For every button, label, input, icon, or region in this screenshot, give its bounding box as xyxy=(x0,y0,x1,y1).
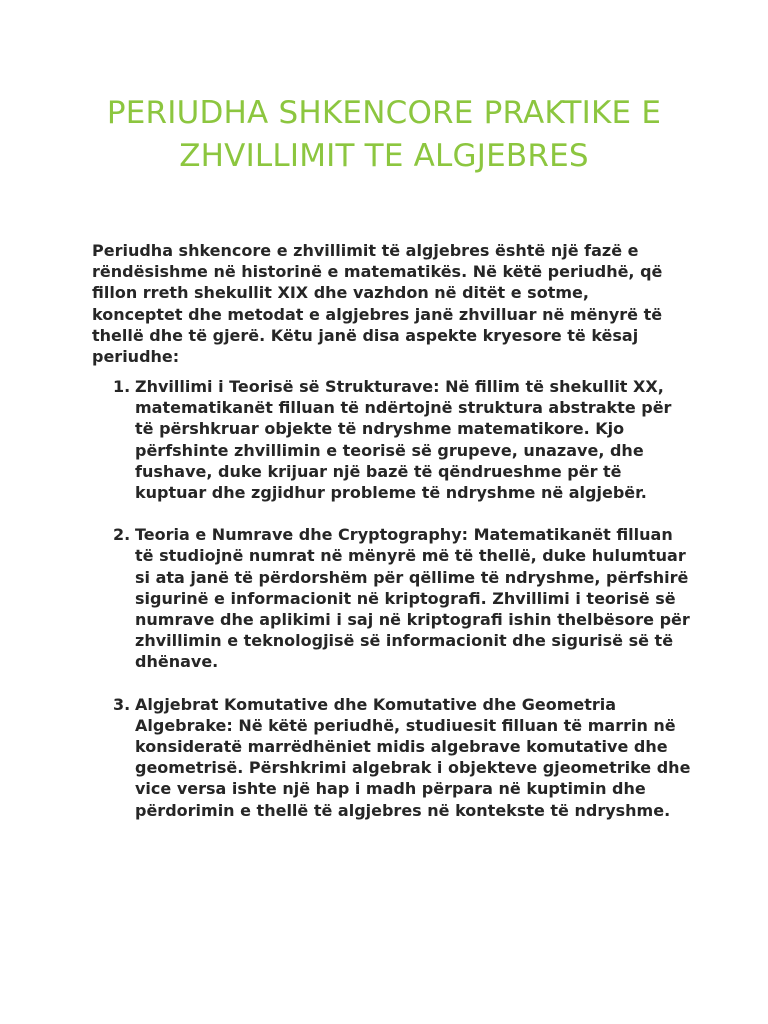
intro-paragraph: Periudha shkencore e zhvillimit të algjebres është një fazë e rëndësishme në historinë e matematikës. Në këtë periudhë, që fillon rreth shekullit XIX dhe vazhdon në ditët e sotme, konceptet dhe metodat e algjebres janë zhvilluar në mënyrë të thellë dhe të gjerë. Këtu janë disa aspekte kryesore të kësaj periudhe: xyxy=(92,241,663,367)
list-item xyxy=(92,376,692,503)
list-item-text: Teoria e Numrave dhe Cryptography: Matematikanët filluan të studiojnë numrat në mënyrë më të thellë, duke hulumtuar si ata janë të përdorshëm për qëllime të ndryshme, përfshirë sigurinë e informacionit në kriptografi. Zhvillimi i teorisë së numrave dhe aplikimi i saj në kriptografi ishin thelbësore për zhvillimin e teknologjisë së informacionit dhe sigurisë së të dhënave. xyxy=(135,525,690,672)
aspects-list xyxy=(92,376,692,842)
document-title: PERIUDHA SHKENCORE PRAKTIKE E ZHVILLIMIT TE ALGJEBRES xyxy=(106,95,662,174)
list-item-number: 2. xyxy=(113,525,131,545)
list-item xyxy=(92,524,692,672)
list-item-number: 1. xyxy=(113,377,131,396)
list-item-text: Zhvillimi i Teorisë së Strukturave: Në fillim të shekullit XX, matematikanët filluan të ndërtojnë struktura abstrakte për të përshkruar objekte të ndryshme matematikore. Kjo përfshinte zhvillimin e teorisë së grupeve, unazave, dhe fushave, duke krijuar një bazë të qëndrueshme për të kuptuar dhe zgjidhur probleme të ndryshme në algjebër. xyxy=(135,377,672,503)
list-item-text: Algjebrat Komutative dhe Komutative dhe Geometria Algebrake: Në këtë periudhë, studiuesit filluan të marrin në konsideratë marrëdhëniet midis algebrave komutative dhe geometrisë. Përshkrimi algebrak i objekteve gjeometrike dhe vice versa ishte një hap i madh përpara në kuptimin dhe përdorimin e thellë të algjebres në kontekste të ndryshme. xyxy=(135,694,691,820)
list-item xyxy=(92,694,692,821)
list-item-number: 3. xyxy=(113,694,131,714)
